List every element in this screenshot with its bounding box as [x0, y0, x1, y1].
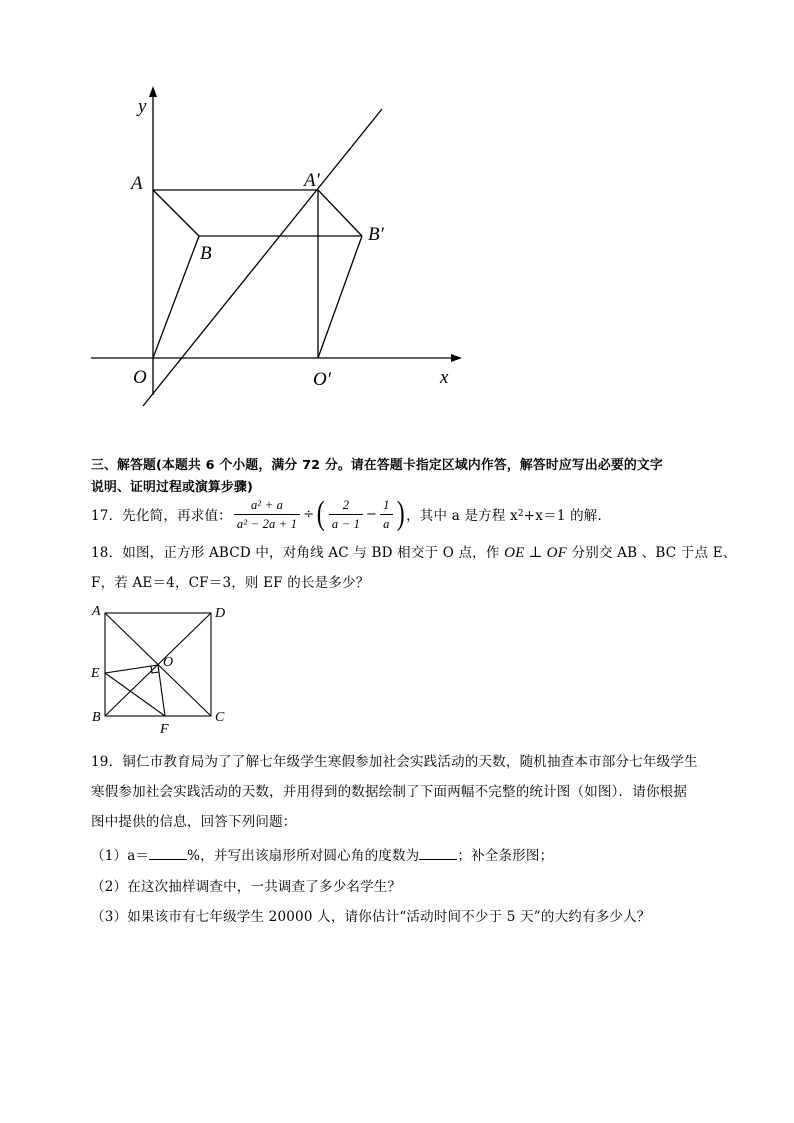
q17-fraction-2 [329, 497, 363, 532]
label-y: y [138, 96, 147, 117]
coordinate-figure [0, 0, 794, 420]
label-b-prime: B′ [368, 224, 384, 245]
q17-tail-post: +x＝1 的解． [523, 508, 612, 524]
segment-b-o [153, 236, 199, 358]
label-o-prime: O′ [313, 369, 331, 390]
segment-bprime-oprime [318, 236, 362, 358]
question-19-line1: 19．铜仁市教育局为了了解七年级学生寒假参加社会实践活动的天数，随机抽查本市部分七年级学生 [91, 754, 698, 770]
label-o: O [163, 655, 174, 670]
q19-part1-mid: %，并写出该扇形所对圆心角的度数为 [187, 848, 420, 864]
question-17 [91, 494, 611, 534]
q17-minus-sign: − [366, 506, 378, 522]
square-figure [85, 600, 235, 735]
q18-line1-post: 分别交 AB 、BC 于点 E、 [571, 545, 737, 561]
answer-blank-a[interactable] [149, 847, 187, 860]
q19-part1-post: ；补全条形图； [457, 848, 554, 864]
segment-ef [105, 673, 165, 716]
answer-blank-angle[interactable] [419, 847, 457, 860]
question-19-part2: （2）在这次抽样调查中，一共调查了多少名学生？ [91, 879, 402, 895]
question-19-line2: 寒假参加社会实践活动的天数，并用得到的数据绘制了下面两幅不完整的统计图（如图）．请你根据 [91, 784, 688, 800]
label-origin: O [133, 367, 147, 388]
diagonal-line [143, 109, 382, 406]
q17-frac2-numerator: 2 [329, 497, 363, 515]
q17-frac2-denominator: a − 1 [331, 516, 361, 531]
section-heading-line2: 说明、证明过程或演算步骤) [91, 480, 254, 495]
section-heading-line1: 三、解答题(本题共 6 个小题，满分 72 分。请在答题卡指定区域内作答，解答时应写出必要的文字 [91, 458, 663, 473]
label-a-prime: A′ [304, 170, 320, 191]
x-axis-arrow [451, 354, 462, 362]
label-a: A [92, 604, 101, 619]
q17-frac3-denominator: a [383, 516, 390, 531]
label-f: F [160, 722, 169, 735]
label-x: x [440, 367, 449, 388]
q17-tail-superscript: 2 [517, 509, 524, 519]
label-b: B [200, 243, 212, 264]
q19-part1-pre: （1）a＝ [91, 848, 150, 864]
segment-aprime-bprime [318, 190, 362, 236]
q17-lead: 17．先化简，再求值： [91, 508, 232, 524]
question-18-line1 [91, 541, 736, 562]
q17-tail-pre: ，其中 a 是方程 x [406, 508, 518, 524]
label-b: B [92, 710, 101, 725]
q17-fraction-1 [234, 497, 300, 532]
question-19-part1 [91, 844, 553, 864]
label-a: A [131, 173, 143, 194]
label-c: C [215, 710, 225, 725]
q18-line1-pre: 18．如图，正方形 ABCD 中，对角线 AC 与 BD 相交于 O 点，作 [91, 545, 500, 561]
q17-frac1-numerator: a² + a [234, 497, 300, 515]
q17-right-paren: ) [396, 495, 405, 532]
q17-divide-sign: ÷ [303, 506, 315, 522]
q17-frac1-denominator: a² − 2a + 1 [236, 516, 298, 531]
q17-left-paren: ( [317, 495, 326, 532]
q17-frac3-numerator: 1 [380, 497, 392, 515]
segment-of [158, 665, 165, 716]
q17-fraction-3 [380, 497, 392, 532]
label-e: E [91, 666, 100, 681]
segment-a-b [153, 190, 199, 236]
label-d: D [215, 606, 226, 621]
question-19-part3: （3）如果该市有七年级学生 20000 人，请你估计“活动时间不少于 5 天”的大约有多少人？ [91, 909, 651, 925]
question-18-line2: F，若 AE＝4，CF＝3，则 EF 的长是多少？ [91, 575, 370, 591]
y-axis-arrow [149, 86, 157, 97]
question-19-line3: 图中提供的信息，回答下列问题： [91, 814, 297, 830]
q18-perpendicular-expression: OE ⊥ OF [504, 545, 568, 561]
